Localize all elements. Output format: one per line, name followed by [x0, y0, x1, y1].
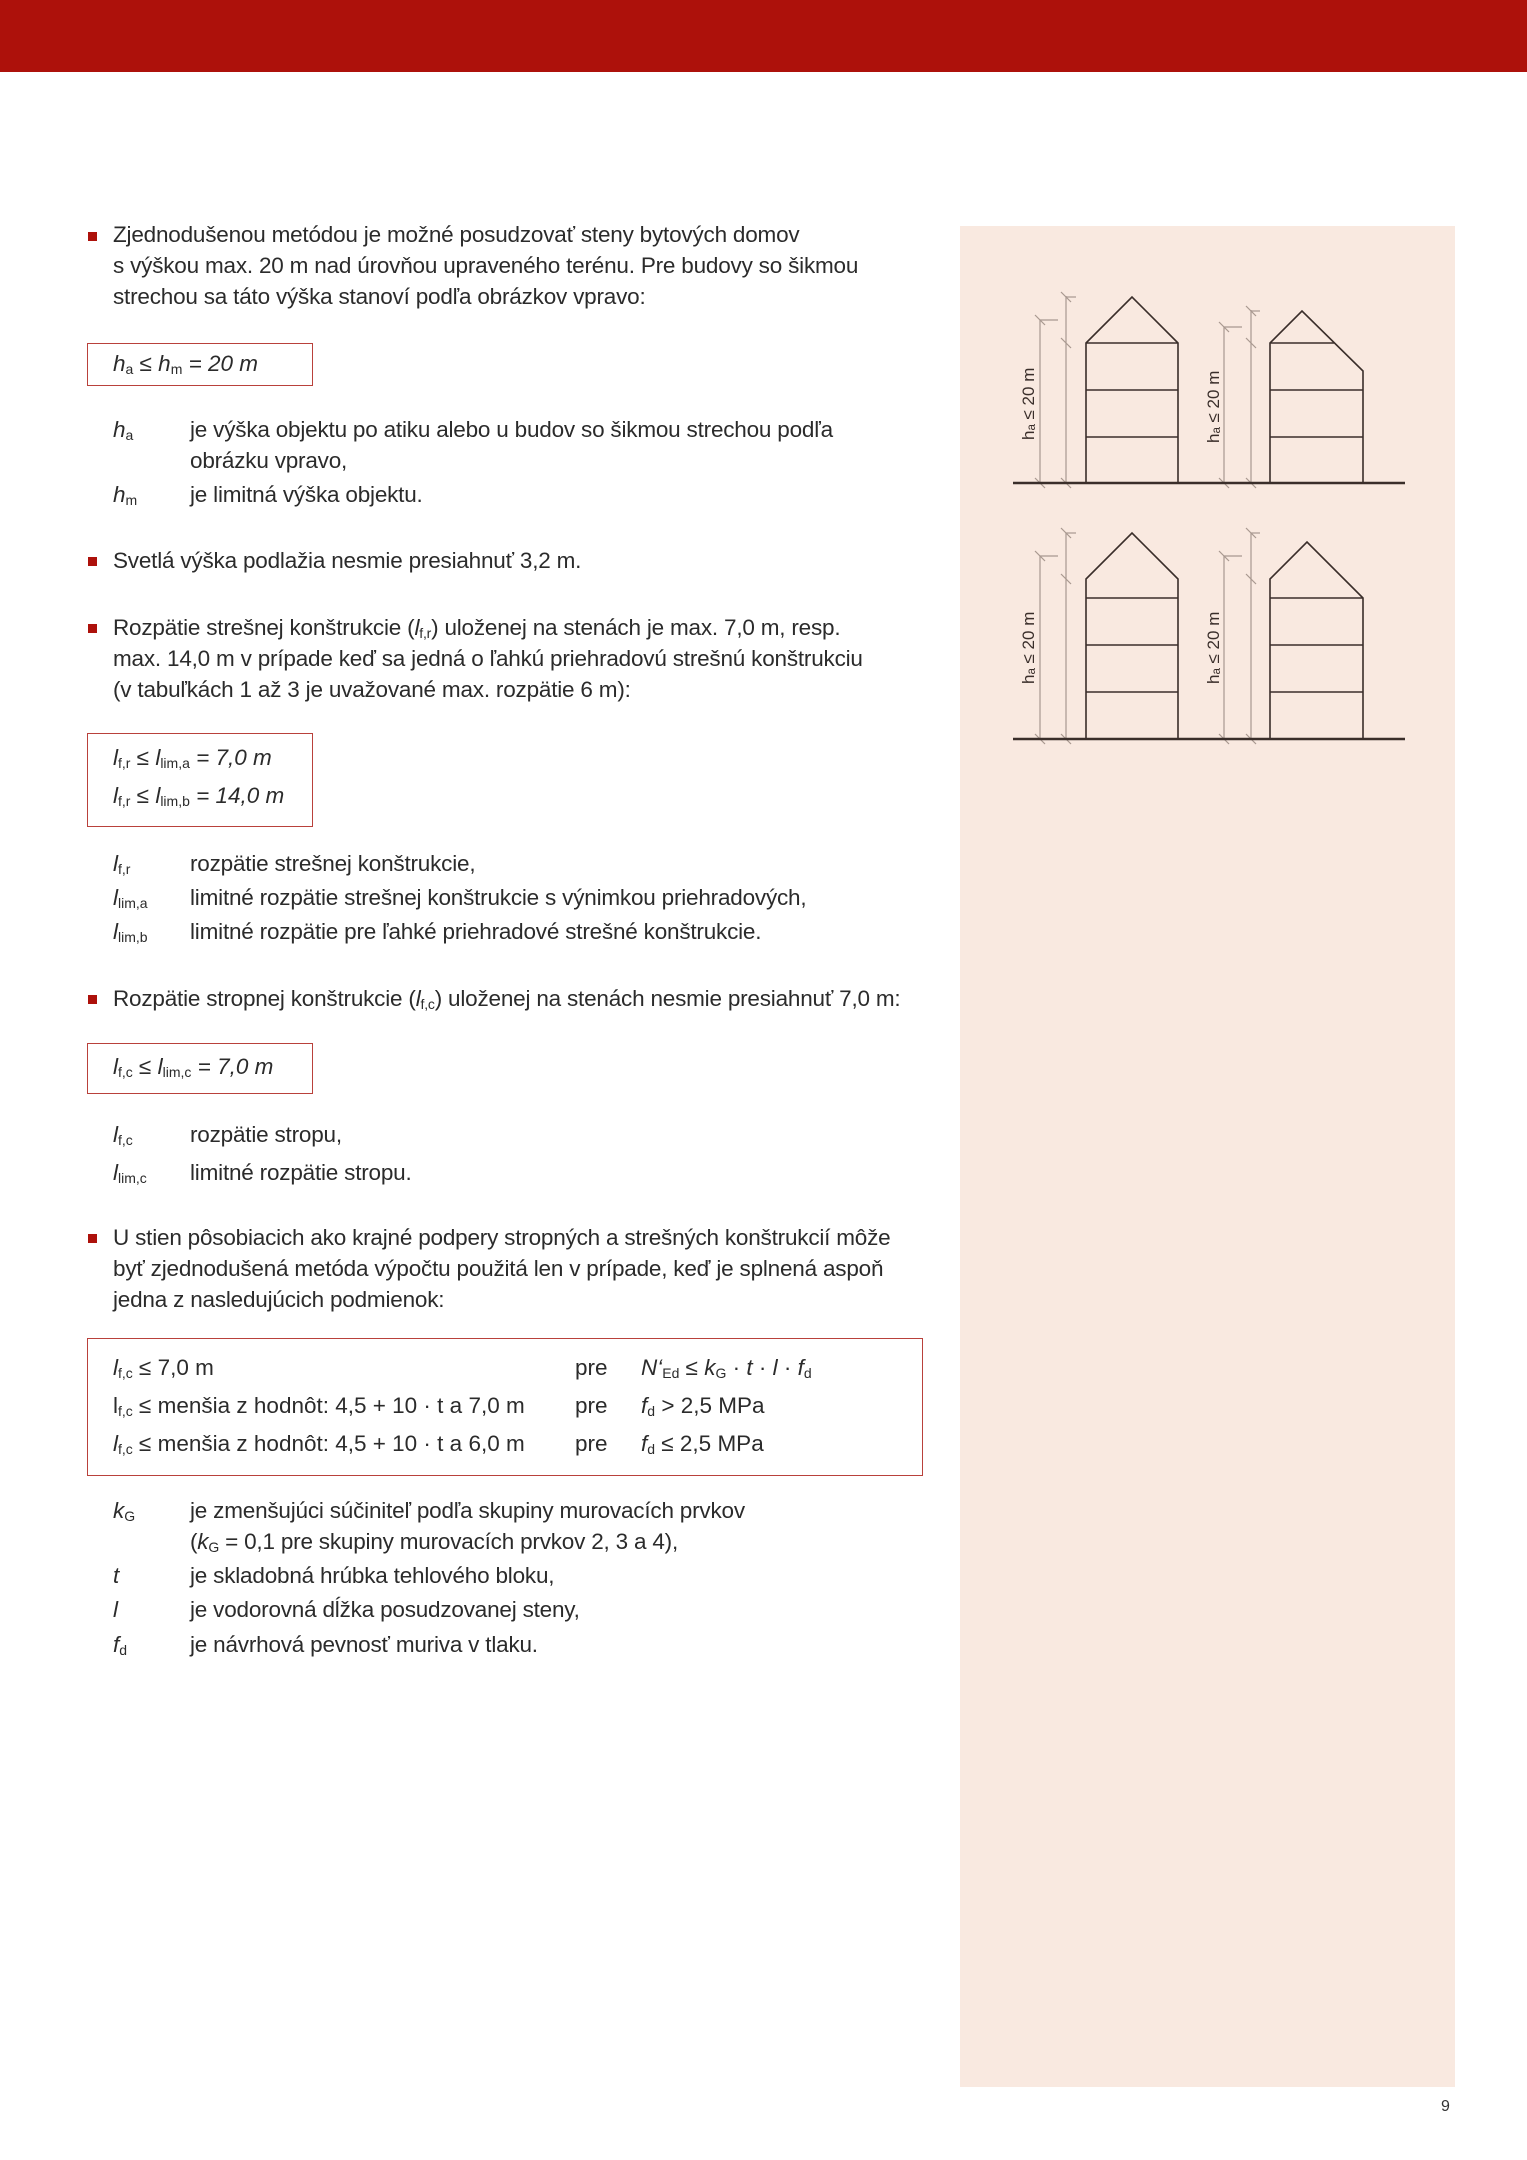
- dimension-label: hₐ ≤ 20 m: [1204, 611, 1223, 684]
- def-lima-text: limitné rozpätie strešnej konštrukcie s výnimkou priehradových,: [190, 885, 807, 910]
- bullet3-line3: (v tabuľkách 1 až 3 je uvažované max. rozpätie 6 m):: [113, 677, 631, 702]
- formula-roof-span-b: $l_{f,r} \le l_{lim,b} = 14,0$ m: [113, 783, 285, 809]
- def-limb-text: limitné rozpätie pre ľahké priehradové strešné konštrukcie.: [190, 919, 762, 944]
- def-symbol-kg: $k_G$: [113, 1498, 136, 1524]
- condition-row-1-right: $N‘_{Ed} \le k_G \cdot t \cdot l \cdot f_d$: [641, 1355, 812, 1381]
- condition-row-1-pre: pre: [575, 1355, 608, 1380]
- page-number: 9: [1441, 2098, 1450, 2115]
- def-lfc-text: rozpätie stropu,: [190, 1122, 342, 1147]
- dimension-label: hₐ ≤ 20 m: [1019, 367, 1038, 440]
- dimension-label: hₐ ≤ 20 m: [1204, 370, 1223, 443]
- condition-row-1-left: $l_{f,c} \le 7,0$ m: [113, 1355, 214, 1381]
- def-limc-text: limitné rozpätie stropu.: [190, 1160, 412, 1185]
- formula-ceiling-span: $l_{f,c} \le l_{lim,c} = 7,0$ m: [113, 1054, 274, 1080]
- bullet3-line1: Rozpätie strešnej konštrukcie $(l_{f,r})$ uloženej na stenách je max. 7,0 m, resp.: [113, 615, 841, 641]
- def-fd-text: je návrhová pevnosť muriva v tlaku.: [190, 1632, 538, 1657]
- def-symbol-limc: $l_{lim,c}$: [113, 1160, 147, 1186]
- bullet1-line1: Zjednodušenou metódou je možné posudzovať steny bytových domov: [113, 222, 800, 247]
- def-symbol-t: t: [113, 1563, 120, 1588]
- def-symbol-lfc: $l_{f,c}$: [113, 1122, 133, 1148]
- def-symbol-lfr: $l_{f,r}$: [113, 851, 131, 877]
- bullet1-line3: strechou sa táto výška stanoví podľa obrázkov vpravo:: [113, 284, 646, 309]
- def-kg-line2: ($k_G = 0,1$ pre skupiny murovacích prvkov 2, 3 a 4),: [190, 1529, 679, 1555]
- condition-row-2-right: $f_d > 2,5$ MPa: [641, 1393, 765, 1419]
- bullet5-line1: U stien pôsobiacich ako krajné podpery stropných a strešných konštrukcií môže: [113, 1225, 891, 1250]
- formula-roof-span-a: $l_{f,r} \le l_{lim,a} = 7,0$ m: [113, 745, 272, 771]
- def-kg-line1: je zmenšujúci súčiniteľ podľa skupiny murovacích prvkov: [190, 1498, 745, 1523]
- condition-row-2-left: $l_{f,c}$ ≤ menšia z hodnôt: 4,5 + 10 · t a 7,0 m: [113, 1393, 525, 1419]
- def-symbol-limb: $l_{lim,b}$: [113, 919, 148, 945]
- bullet2-line1: Svetlá výška podlažia nesmie presiahnuť 3,2 m.: [113, 548, 582, 573]
- dimension-label: hₐ ≤ 20 m: [1019, 611, 1038, 684]
- def-symbol-lima: $l_{lim,a}$: [113, 885, 148, 911]
- bullet5-line2: byť zjednodušená metóda výpočtu použitá len v prípade, keď je splnená aspoň: [113, 1256, 884, 1281]
- condition-row-2-pre: pre: [575, 1393, 608, 1418]
- condition-row-3-pre: pre: [575, 1431, 608, 1456]
- formula-height: $h_a \le h_m = 20$ m: [113, 351, 259, 377]
- def-symbol-ha: $h_a$: [113, 417, 134, 443]
- bullet3-line2: max. 14,0 m v prípade keď sa jedná o ľahkú priehradovú strešnú konštrukciu: [113, 646, 863, 671]
- bullet4-line1: Rozpätie stropnej konštrukcie $(l_{f,c})$ uloženej na stenách nesmie presiahnuť 7,0 m:: [113, 986, 901, 1012]
- dimension-lines: [1035, 292, 1260, 744]
- def-t-text: je skladobná hrúbka tehlového bloku,: [190, 1563, 555, 1588]
- condition-row-3-left: $l_{f,c}$ ≤ menšia z hodnôt: 4,5 + 10 · t a 6,0 m: [113, 1431, 525, 1457]
- condition-row-3-right: $f_d \le 2,5$ MPa: [641, 1431, 764, 1457]
- def-symbol-fd: $f_d$: [113, 1632, 128, 1658]
- def-hm-line1: je limitná výška objektu.: [190, 482, 423, 507]
- def-ha-line2: obrázku vpravo,: [190, 448, 348, 473]
- bullet5-line3: jedna z nasledujúcich podmienok:: [113, 1287, 445, 1312]
- def-symbol-hm: $h_m$: [113, 482, 138, 508]
- bullet1-line2: s výškou max. 20 m nad úrovňou upraveného terénu. Pre budovy so šikmou: [113, 253, 859, 278]
- def-ha-line1: je výška objektu po atiku alebo u budov so šikmou strechou podľa: [190, 417, 833, 442]
- def-l-text: je vodorovná dĺžka posudzovanej steny,: [190, 1597, 580, 1622]
- def-symbol-l: l: [113, 1597, 118, 1622]
- def-lfr-text: rozpätie strešnej konštrukcie,: [190, 851, 476, 876]
